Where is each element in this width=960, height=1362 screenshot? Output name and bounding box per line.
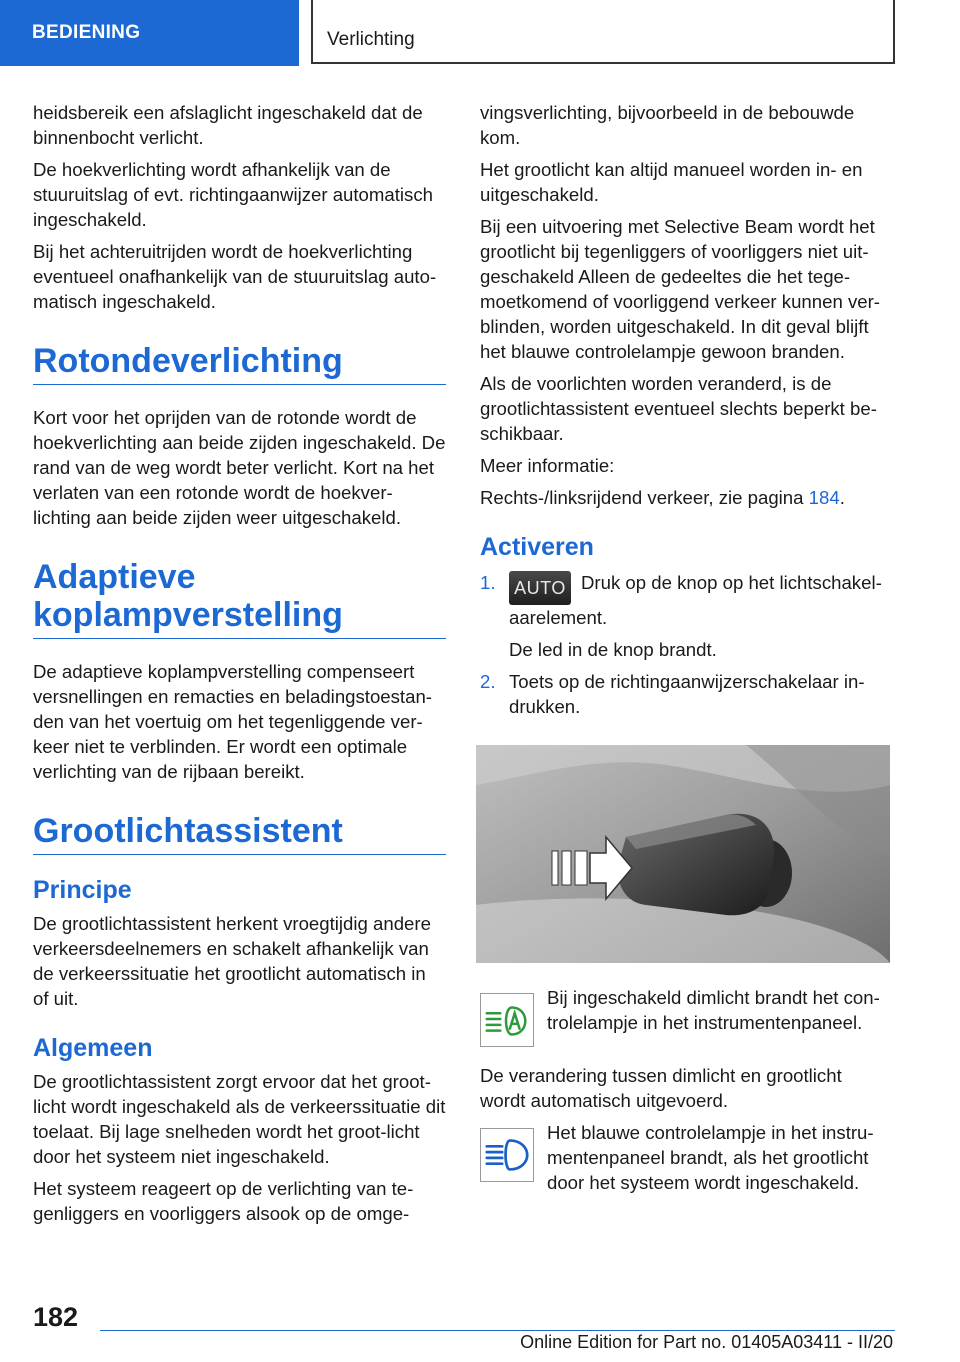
paragraph: De adaptieve koplampverstelling compenseert versnellingen en remacties en beladingstoestan-den van het voertuig om het tegenliggende ver-keer niet te verblinden. Er wordt een optimale verlichting van de rijbaan bereikt. bbox=[33, 661, 432, 782]
list-item: 2. Toets op de richtingaanwijzerschakelaar in-drukken. bbox=[480, 671, 865, 717]
step-number: 2. bbox=[480, 671, 496, 692]
left-column bbox=[33, 100, 446, 1233]
indicator-description: Bij ingeschakeld dimlicht brandt het con-trolelampje in het instrumentenpaneel. bbox=[547, 987, 880, 1033]
page-header bbox=[0, 0, 960, 68]
paragraph: Bij het achteruitrijden wordt de hoekverlichting eventueel onafhankelijk van de stuuruitslag auto-matisch ingeschakeld. bbox=[33, 241, 437, 312]
indicator-row-grootlicht bbox=[480, 1120, 892, 1195]
turn-signal-lever-photo bbox=[476, 745, 890, 963]
paragraph: vingsverlichting, bijvoorbeeld in de bebouwde kom. bbox=[480, 102, 855, 148]
paragraph: heidsbereik een afslaglicht ingeschakeld dat de binnenbocht verlicht. bbox=[33, 102, 423, 148]
auto-button-icon: AUTO bbox=[509, 571, 571, 605]
paragraph: Het systeem reageert op de verlichting van te-genliggers en voorliggers alsook op de omge- bbox=[33, 1178, 414, 1224]
paragraph: Als de voorlichten worden veranderd, is de grootlichtassistent eventueel slechts beperkt be-schikbaar. bbox=[480, 373, 877, 444]
heading-grootlichtassistent: Grootlichtassistent bbox=[33, 812, 446, 855]
paragraph: Bij een uitvoering met Selective Beam wordt het grootlicht bij tegenliggers of voorliggers niet uit-geschakeld Alleen de gedeeltes die het tege-moetkomend of voorliggend verkeer kunnen ver-blinden, worden uitgeschakeld. In dit geval blijft het blauwe controlelampje gewoon branden. bbox=[480, 216, 880, 362]
assistant-green-indicator-icon bbox=[480, 993, 534, 1047]
section-tab: BEDIENING bbox=[0, 0, 299, 66]
paragraph-cross-reference: Rechts-/linksrijdend verkeer, zie pagina 184. bbox=[480, 487, 845, 508]
heading-adaptieve-koplampverstelling: Adaptieve koplampverstelling bbox=[33, 558, 446, 639]
heading-algemeen: Algemeen bbox=[33, 1034, 153, 1062]
topic-title: Verlichting bbox=[311, 0, 895, 64]
right-column bbox=[480, 100, 892, 1207]
paragraph: De verandering tussen dimlicht en grootlicht wordt automatisch uitgevoerd. bbox=[480, 1065, 842, 1111]
paragraph: Het grootlicht kan altijd manueel worden in- en uitgeschakeld. bbox=[480, 159, 863, 205]
paragraph: De grootlichtassistent herkent vroegtijdig andere verkeersdeelnemers en schakelt afhankelijk van de verkeerssituatie het grootlicht automatisch in of uit. bbox=[33, 913, 431, 1009]
heading-activeren: Activeren bbox=[480, 533, 594, 561]
page-number: 182 bbox=[33, 1302, 79, 1332]
edition-note: Online Edition for Part no. 01405A03411 - II/20 bbox=[520, 1332, 893, 1352]
list-item: 1. AUTO Druk op de knop op het lichtschakel-aarelement. De led in de knop brandt. bbox=[480, 570, 892, 662]
paragraph: De hoekverlichting wordt afhankelijk van de stuuruitslag of evt. richtingaanwijzer automatisch ingeschakeld. bbox=[33, 159, 433, 230]
page-link[interactable]: 184 bbox=[808, 487, 840, 508]
indicator-description: Het blauwe controlelampje in het instru-mentenpaneel brandt, als het grootlicht door het systeem wordt ingeschakeld. bbox=[547, 1122, 874, 1193]
step-note: De led in de knop brandt. bbox=[509, 639, 717, 660]
steps-list bbox=[480, 570, 892, 719]
footer-divider bbox=[100, 1330, 895, 1331]
heading-rotondeverlichting: Rotondeverlichting bbox=[33, 342, 446, 385]
heading-principe: Principe bbox=[33, 876, 132, 904]
indicator-row-dimlicht bbox=[480, 985, 892, 1051]
step-number: 1. bbox=[480, 572, 496, 593]
paragraph: Meer informatie: bbox=[480, 455, 615, 476]
paragraph: De grootlichtassistent zorgt ervoor dat het groot-licht wordt ingeschakeld als de verkeerssituatie dit toelaat. Bij lage snelheden wordt het groot-licht door het systeem niet ingeschakeld. bbox=[33, 1071, 446, 1167]
paragraph: Kort voor het oprijden van de rotonde wordt de hoekverlichting aan beide zijden ingeschakeld. De rand van de weg wordt beter verlicht. Kort na het verlaten van een rotonde wordt de hoekver-lichting aan beide zijden weer uitgeschakeld. bbox=[33, 407, 446, 528]
high-beam-blue-indicator-icon bbox=[480, 1128, 534, 1182]
